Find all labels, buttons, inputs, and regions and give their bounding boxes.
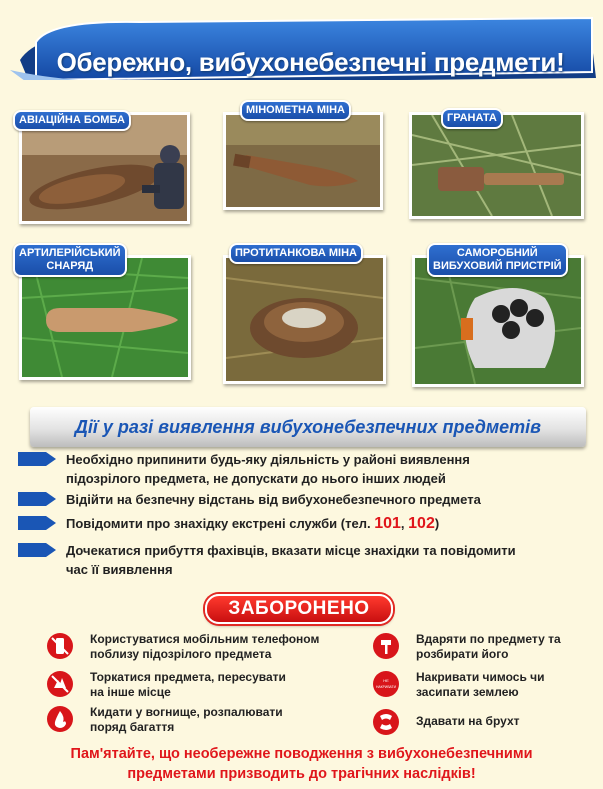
rule-line: Вдаряти по предмету та bbox=[416, 632, 561, 646]
forbidden-rule bbox=[46, 632, 346, 666]
rule-line: Кидати у вогнище, розпалювати bbox=[90, 705, 283, 719]
rule-line: розбирати його bbox=[416, 647, 509, 661]
item-label bbox=[13, 243, 127, 277]
actions-heading-bar bbox=[30, 407, 586, 447]
footer-line: Пам'ятайте, що необережне поводження з вибухонебезпечними bbox=[70, 746, 533, 762]
no-cover-icon bbox=[372, 670, 400, 698]
badge-text-top: НЕ bbox=[383, 678, 389, 683]
item-improvised-explosive-device bbox=[412, 247, 584, 387]
phone-separator: , bbox=[400, 516, 409, 531]
rule-text bbox=[416, 714, 520, 729]
item-grenade bbox=[409, 112, 584, 219]
item-artillery-shell bbox=[19, 247, 191, 380]
item-label-line: ВИБУХОВИЙ ПРИСТРІЙ bbox=[433, 260, 562, 272]
arrow-icon bbox=[18, 452, 56, 466]
step-text bbox=[66, 514, 439, 533]
item-label bbox=[229, 243, 363, 264]
mortar-mine-photo bbox=[223, 112, 383, 210]
step-line: Повідомити про знахідку екстрені служби (тел. bbox=[66, 516, 375, 531]
no-scrap-icon bbox=[372, 708, 400, 736]
anti-tank-mine-photo bbox=[223, 255, 386, 384]
item-label bbox=[13, 110, 131, 131]
item-label bbox=[427, 243, 568, 277]
arrow-icon bbox=[18, 543, 56, 557]
step-line: Відійти на безпечну відстань від вибухонебезпечного предмета bbox=[66, 492, 481, 507]
item-anti-tank-mine bbox=[223, 247, 386, 384]
rule-text bbox=[416, 670, 545, 700]
rule-text bbox=[90, 705, 283, 735]
phone-number: 102 bbox=[408, 515, 435, 532]
rule-line: на інше місце bbox=[90, 685, 171, 699]
item-label-line: ГРАНАТА bbox=[447, 112, 497, 124]
phone-number: 101 bbox=[374, 515, 401, 532]
item-label-line: АВІАЦІЙНА БОМБА bbox=[19, 114, 125, 126]
badge-text-bottom: НАКРИВАТИ bbox=[375, 685, 397, 689]
step-line: Дочекатися прибуття фахівців, вказати місце знахідки та повідомити bbox=[66, 543, 516, 558]
forbidden-rule bbox=[372, 670, 582, 704]
rule-line: поблизу підозрілого предмета bbox=[90, 647, 272, 661]
rule-line: Накривати чимось чи bbox=[416, 670, 545, 684]
step-line: час її виявлення bbox=[66, 562, 173, 577]
forbidden-rule bbox=[46, 705, 346, 739]
rule-line: Користуватися мобільним телефоном bbox=[90, 632, 320, 646]
step-text bbox=[66, 490, 481, 509]
step-line: підозрілого предмета, не допускати до нього інших людей bbox=[66, 471, 446, 486]
phone-close: ) bbox=[434, 516, 440, 531]
rule-line: засипати землею bbox=[416, 685, 519, 699]
forbidden-rule bbox=[46, 670, 346, 704]
item-label-line: САМОРОБНИЙ bbox=[456, 247, 538, 259]
rule-line: поряд багаття bbox=[90, 720, 175, 734]
forbidden-rule bbox=[372, 708, 582, 738]
title-banner bbox=[0, 14, 603, 80]
footer-warning bbox=[20, 744, 583, 784]
rule-line: Торкатися предмета, пересувати bbox=[90, 670, 286, 684]
item-label-line: МІНОМЕТНА МІНА bbox=[246, 104, 345, 116]
no-fire-icon bbox=[46, 705, 74, 733]
forbidden-rule bbox=[372, 632, 582, 666]
item-label bbox=[441, 108, 503, 129]
item-label bbox=[240, 100, 351, 121]
item-aerial-bomb bbox=[19, 112, 190, 224]
item-label-line: ПРОТИТАНКОВА МІНА bbox=[235, 247, 357, 259]
rule-text bbox=[90, 632, 319, 662]
item-mortar-mine bbox=[223, 104, 383, 210]
footer-line: предметами призводить до трагічних наслідків! bbox=[127, 766, 476, 782]
rule-text bbox=[90, 670, 286, 700]
rule-text bbox=[416, 632, 561, 662]
step-text bbox=[66, 450, 470, 488]
item-label-line: СНАРЯД bbox=[46, 260, 94, 272]
page-title: Обережно, вибухонебезпечні предмети! bbox=[56, 47, 565, 77]
no-touch-icon bbox=[46, 670, 74, 698]
rule-line: Здавати на брухт bbox=[416, 714, 520, 728]
actions-heading: Дії у разі виявлення вибухонебезпечних предметів bbox=[74, 417, 542, 437]
item-label-line: АРТИЛЕРІЙСЬКИЙ bbox=[19, 247, 121, 259]
no-phone-icon bbox=[46, 632, 74, 660]
arrow-icon bbox=[18, 492, 56, 506]
step-text bbox=[66, 541, 516, 579]
forbidden-heading: ЗАБОРОНЕНО bbox=[205, 594, 393, 624]
arrow-icon bbox=[18, 516, 56, 530]
no-hammer-icon bbox=[372, 632, 400, 660]
step-line: Необхідно припинити будь-яку діяльність у районі виявлення bbox=[66, 452, 470, 467]
